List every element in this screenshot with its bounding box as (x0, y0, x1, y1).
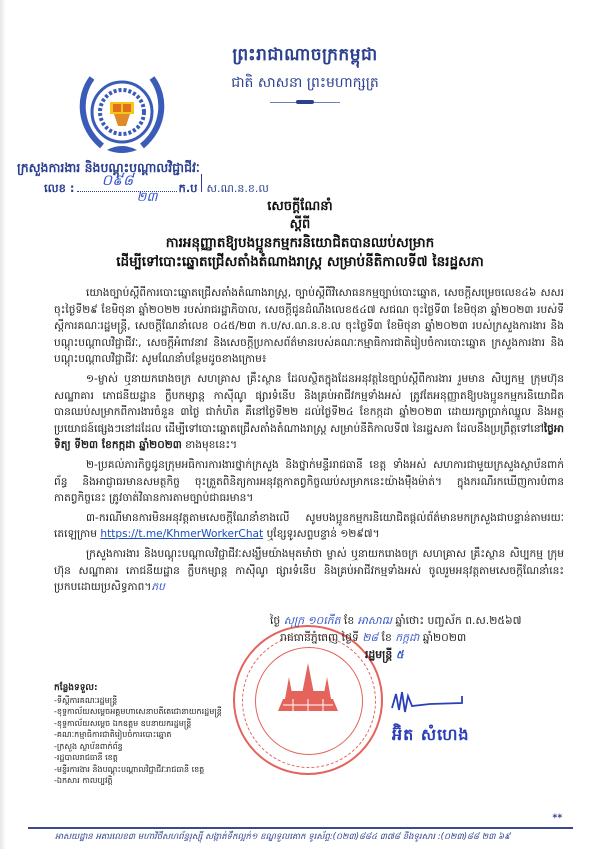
subject-line-1: ការអនុញ្ញាតឱ្យបងប្អូនកម្មករនិយោជិតបានឈប់សម្រាក (165, 235, 435, 251)
footer-address: អាសយដ្ឋាន អគារលេខ៣ មហាវិថីសហព័ន្ធរុស្ស៊ី សង្កាត់ទឹកល្អក់១ ខណ្ឌទួលគោក ទូរស័ព្ទ:(០២៣)៨៨៤ ៣៧៨ និងទូរសារ :(០២៣)៨៨ ២៣ ៦៩ (55, 832, 511, 842)
year: ឆ្នាំ២០២៣ (422, 631, 467, 644)
signature-icon (390, 688, 470, 718)
lunar-day-handwritten: សុក្រ ១០កើត (283, 614, 341, 627)
document-type-title: សេចក្តីណែនាំ (267, 199, 333, 214)
solar-date (200, 629, 570, 646)
kingdom-name: ព្រះរាជាណាចក្រកម្ពុជា (232, 45, 378, 65)
month-handwritten: កក្កដា (395, 631, 420, 644)
ref-separator (201, 174, 202, 192)
page-edge-shadow (0, 0, 6, 849)
telegram-link[interactable]: https://t.me/KhmerWorkerChat (100, 528, 264, 541)
ornament-divider (270, 100, 340, 104)
item-1-tail: ខាងមុខនេះ។ (181, 439, 238, 452)
item-2-paragraph: ២-ប្រគល់ភារកិច្ចជូនក្រុមអធិការការងារថ្នាក់ក្រសួង និងថ្នាក់មន្ទីររាជធានី ខេត្ត ទាំងអស់ សហការជាមួយក្រសួងស្ថាប័នពាក់ព័ន្ធ និងអាជ្ញាធរមានសមត្ថកិច្ច ចុះត្រួតពិនិត្យការអនុវត្តកាតព្វកិច្ចឈប់សម្រាកនេះយ៉ាងម៉ឺងម៉ាត់។ ក្នុងករណីរកឃើញការបំពានកាតព្វកិច្ចនេះ ត្រូវចាត់វិធានការតាមច្បាប់ជាធរមាន។ (54, 458, 564, 505)
recipients-header: កន្លែងទទួល: (54, 683, 98, 693)
month-label: ខែ (381, 631, 392, 644)
angkor-temple-icon (273, 659, 343, 714)
reference-number (44, 171, 269, 205)
recipient-item: -មន្ទីរការងារ និងបណ្តុះបណ្តាលវិជ្ជាជីវៈរាជធានី ខេត្ត (54, 764, 205, 774)
day-handwritten: ២៨ (362, 631, 379, 644)
intro-paragraph: យោងច្បាប់ស្តីពីការបោះឆ្នោតជ្រើសតាំងតំណាងរាស្ត្រ, ច្បាប់ស្តីពីវិសោធនកម្មច្បាប់បោះឆ្នោត, សេចក្តីសម្រេចលេខ៤៦ សសរ ចុះថ្ងៃទី២៩ ខែមិថុនា ឆ្នាំ២០២២ របស់រាជរដ្ឋាភិបាល, សេចក្តីជូនដំណឹងលេខ៥៤៧ សជណ ចុះថ្ងៃទី៣ ខែមិថុនា ឆ្នាំ២០២៣ របស់ទីស្តីការគណៈរដ្ឋមន្ត្រី, សេចក្តីណែនាំលេខ ០៤៥/២៣ ក.ប/ស.ណ.ន.ខ.ល ចុះថ្ងៃទី៣ ខែមិថុនា ឆ្នាំ២០២៣ របស់ក្រសួងការងារ និងបណ្តុះបណ្តាលវិជ្ជាជីវៈ, សេចក្តីអំពាវនាវ និងសេចក្តីប្រកាសព័ត៌មានរបស់គណៈកម្មាធិការជាតិរៀបចំការបោះឆ្នោត ក្រសួងការងារ និងបណ្តុះបណ្តាលវិជ្ជាជីវៈ សូមណែនាំបន្ថែមដូចខាងក្រោម៖ (54, 287, 564, 366)
recipients-list (54, 683, 222, 787)
national-motto: ជាតិ សាសនា ព្រះមហាក្សត្រ (231, 75, 379, 91)
recipient-item: -ឯកសារ កាលប្បវត្តិ (54, 776, 113, 785)
ref-year-handwritten: ២៣ (136, 190, 158, 205)
recipient-item: -រដ្ឋបាលរាជធានី ខេត្ត (54, 753, 118, 762)
subject-label: ស្តីពី (289, 217, 311, 232)
ref-office: ក.ប (178, 181, 198, 195)
date-block (200, 612, 570, 663)
ref-code: ស.ណ.ន.ខ.ល (206, 182, 269, 195)
ref-number-handwritten: ០៩៨ (101, 171, 134, 189)
closing-text: ក្រសួងការងារ និងបណ្តុះបណ្តាលវិជ្ជាជីវៈសង្ឃឹមយ៉ាងមុតមាំថា ម្ចាស់ ឬនាយករោងចក្រ សហគ្រាស គ្រឹះស្ថាន សិប្បកម្ម ក្រុមហ៊ុន សណ្ឋាគារ ភោជនីយដ្ឋាន ក្លឹបកម្សាន្ត កាស៊ីណូ ផ្សារទំនើប និងគ្រប់អាជីវកម្មទាំងអស់ ចូលរួមអនុវត្តតាមសេចក្តីណែនាំនេះប្រកបដោយប្រសិទ្ធភាព។ (54, 547, 564, 594)
city-date-prefix: រាជធានីភ្នំពេញ ថ្ងៃទី (280, 631, 359, 644)
ministry-logo-icon (72, 58, 172, 158)
closing-paragraph (54, 546, 564, 596)
election-date-bold: ថ្ងៃអាទិត្យ ទី២៣ ខែកក្កដា ឆ្នាំ២០២៣ (54, 422, 564, 452)
item-3-text: ៣-ករណីមានការមិនអនុវត្តតាមសេចក្តីណែនាំខាងលើ សូមបងប្អូនកម្មករនិយោជិតផ្តល់ព័ត៌មានមកក្រសួងជាបន្ទាន់តាមរយៈតេឡេក្រាម (54, 511, 564, 541)
document-body (54, 285, 564, 599)
item-3-tail: ឬខ្សែទូរសព្ទបន្ទាន់ ១២៩៧។ (263, 528, 380, 541)
signer-position (200, 646, 570, 663)
position-title: រដ្ឋមន្ត្រី (365, 648, 393, 661)
item-3-paragraph (54, 510, 564, 543)
recipient-item: -ខុទ្ទកាល័យសម្តេចអគ្គមហាសេនាបតីតេជោនាយករដ្ឋមន្ត្រី (54, 707, 222, 716)
recipient-item: -គណៈកម្មាធិការជាតិរៀបចំការបោះឆ្នោត (54, 730, 172, 739)
footer-divider (28, 827, 573, 829)
recipient-item: -ក្រសួង ស្ថាប័នពាក់ព័ន្ធ (54, 741, 123, 751)
footer-mark-icon: ᕯ (552, 812, 563, 827)
subject-line-2: ដើម្បីទៅបោះឆ្នោតជ្រើសតាំងតំណាងរាស្ត្រ សម្រាប់នីតិកាលទី៧ នៃរដ្ឋសភា (116, 254, 484, 270)
lunar-year: ឆ្នាំថោះ បញ្ចស័ក ព.ស.២៥៦៧ (395, 614, 522, 627)
item-1-paragraph (54, 371, 564, 454)
lunar-month-handwritten: អាសាឍ (357, 614, 392, 627)
position-handwritten: ៥ (395, 648, 404, 661)
item-1-text: ១-ម្ចាស់ ឬនាយករោងចក្រ សហគ្រាស គ្រឹះស្ថាន ដែលស្ថិតក្នុងដែនអនុវត្តនៃច្បាប់ស្តីពីការងារ រួមមាន សិប្បកម្ម ក្រុមហ៊ុន សណ្ឋាគារ ភោជនីយដ្ឋាន ក្លឹបកម្សាន្ត កាស៊ីណូ ផ្សារទំនើប និងគ្រប់អាជីវកម្មទាំងអស់ ត្រូវតែអនុញ្ញាតឱ្យបងប្អូនកម្មករនិយោជិត បានឈប់សម្រាកពីការងារចំនួន ៣ថ្ងៃ ជាកំហិត គឺនៅថ្ងៃទី២២ ដល់ថ្ងៃទី២៤ ខែកក្កដា ឆ្នាំ២០២៣ ដោយរក្សាប្រាក់ឈ្នួល និងអត្ថប្រយោជន៍ផ្សេងៗនៅដដែល ដើម្បីទៅបោះឆ្នោតជ្រើសតាំងតំណាងរាស្ត្រ សម្រាប់នីតិកាលទី៧ នៃរដ្ឋសភា ដែលនឹងប្រព្រឹត្តទៅនៅ (54, 372, 564, 435)
signer-name: អ៊ិត សំហេង (392, 725, 470, 744)
closing-initials-handwritten: ភប (151, 581, 165, 594)
lunar-prefix: ថ្ងៃ (270, 614, 281, 627)
lunar-date (200, 612, 570, 629)
recipient-item: -ខុទ្ទកាល័យសម្តេច ឯកឧត្តម ឧបនាយករដ្ឋមន្ត្រី (54, 718, 192, 728)
ministry-name: ក្រសួងការងារ និងបណ្តុះបណ្តាលវិជ្ជាជីវៈ (17, 160, 200, 175)
lunar-month-label: ខែ (343, 614, 355, 627)
kingdom-header (205, 44, 405, 104)
ref-number-field (77, 171, 177, 205)
ref-label: លេខ : (44, 181, 75, 195)
recipient-item: -ទីស្តីការគណៈរដ្ឋមន្ត្រី (54, 695, 118, 705)
